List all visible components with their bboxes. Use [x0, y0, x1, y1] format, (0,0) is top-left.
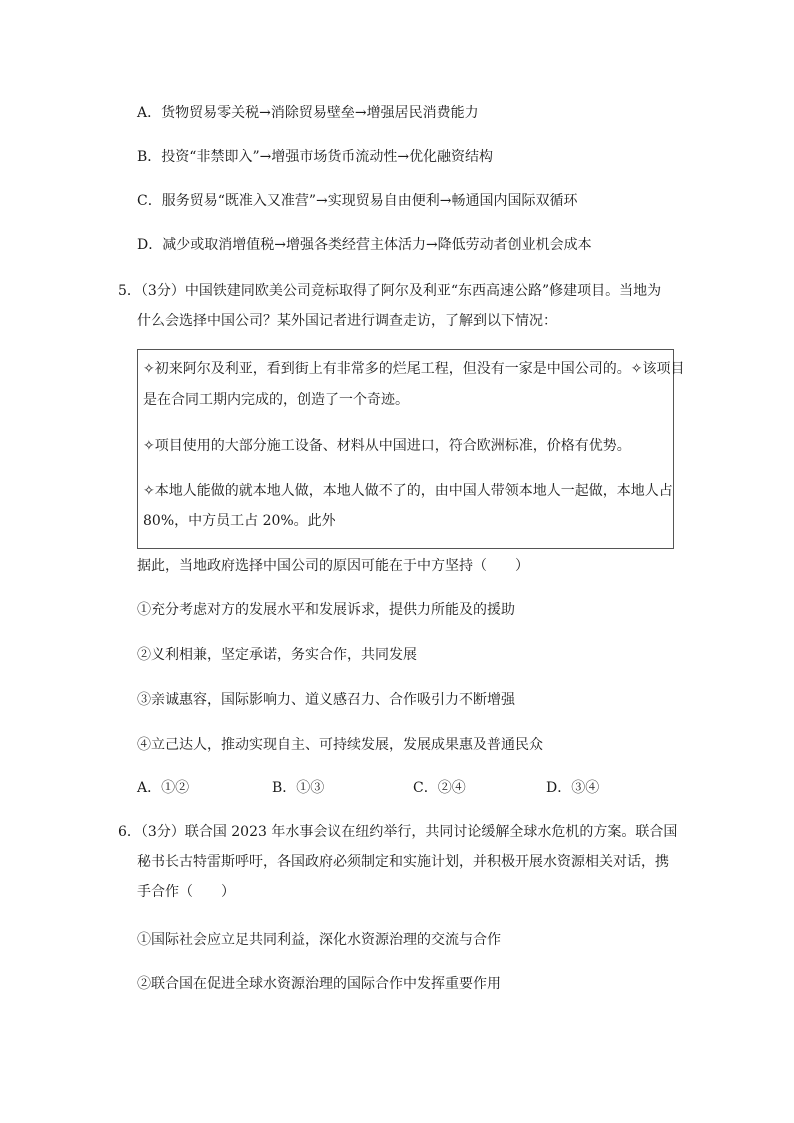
q6-stem-line1: 6．（3分）联合国 2023 年水事会议在纽约举行，共同讨论缓解全球水危机的方案。联合国 — [118, 824, 678, 840]
material-line: 80%，中方员工占 20%。此外 — [143, 513, 336, 529]
q5-material-box — [137, 349, 685, 549]
q4-option-a: A．货物贸易零关税→消除贸易壁垒→增强居民消费能力 — [137, 105, 479, 121]
material-line: ✧初来阿尔及利亚，看到街上有非常多的烂尾工程，但没有一家是中国公司的。✧该项目 — [143, 361, 685, 377]
q5-question: 据此，当地政府选择中国公司的原因可能在于中方坚持（ ） — [137, 558, 529, 574]
q5-answer-b: B．①③ — [272, 780, 325, 796]
q5-answer-c: C．②④ — [413, 780, 466, 796]
q5-answer-d: D．③④ — [546, 780, 600, 796]
q5-stem-line2: 什么会选择中国公司？某外国记者进行调查走访，了解到以下情况： — [137, 313, 557, 329]
q5-statement-3: ③亲诚惠容，国际影响力、道义感召力、合作吸引力不断增强 — [137, 692, 515, 708]
q5-statement-2: ②义利相兼，坚定承诺，务实合作，共同发展 — [137, 647, 417, 663]
material-line: ✧项目使用的大部分施工设备、材料从中国进口，符合欧洲标准，价格有优势。 — [143, 438, 631, 454]
q5-stem-line1: 5．（3分）中国铁建同欧美公司竞标取得了阿尔及利亚“东西高速公路”修建项目。当地为 — [118, 283, 662, 299]
q6-stem-line2: 秘书长古特雷斯呼吁，各国政府必须制定和实施计划，并积极开展水资源相关对话，携 — [137, 854, 669, 870]
material-line: ✧本地人能做的就本地人做，本地人做不了的，由中国人带领本地人一起做，本地人占 — [143, 483, 673, 499]
q5-statement-1: ①充分考虑对方的发展水平和发展诉求，提供力所能及的援助 — [137, 602, 515, 618]
q5-answer-a: A．①② — [137, 780, 190, 796]
q6-statement-1: ①国际社会应立足共同利益，深化水资源治理的交流与合作 — [137, 932, 501, 948]
q4-option-b: B．投资“非禁即入”→增强市场货币流动性→优化融资结构 — [137, 149, 494, 165]
q4-option-c: C．服务贸易“既准入又准营”→实现贸易自由便利→畅通国内国际双循环 — [137, 193, 578, 209]
q4-option-d: D．减少或取消增值税→增强各类经营主体活力→降低劳动者创业机会成本 — [137, 237, 592, 253]
q6-stem-line3: 手合作（ ） — [137, 884, 235, 900]
q6-statement-2: ②联合国在促进全球水资源治理的国际合作中发挥重要作用 — [137, 976, 501, 992]
material-line: 是在合同工期内完成的，创造了一个奇迹。 — [143, 392, 409, 408]
q5-statement-4: ④立己达人，推动实现自主、可持续发展，发展成果惠及普通民众 — [137, 737, 543, 753]
